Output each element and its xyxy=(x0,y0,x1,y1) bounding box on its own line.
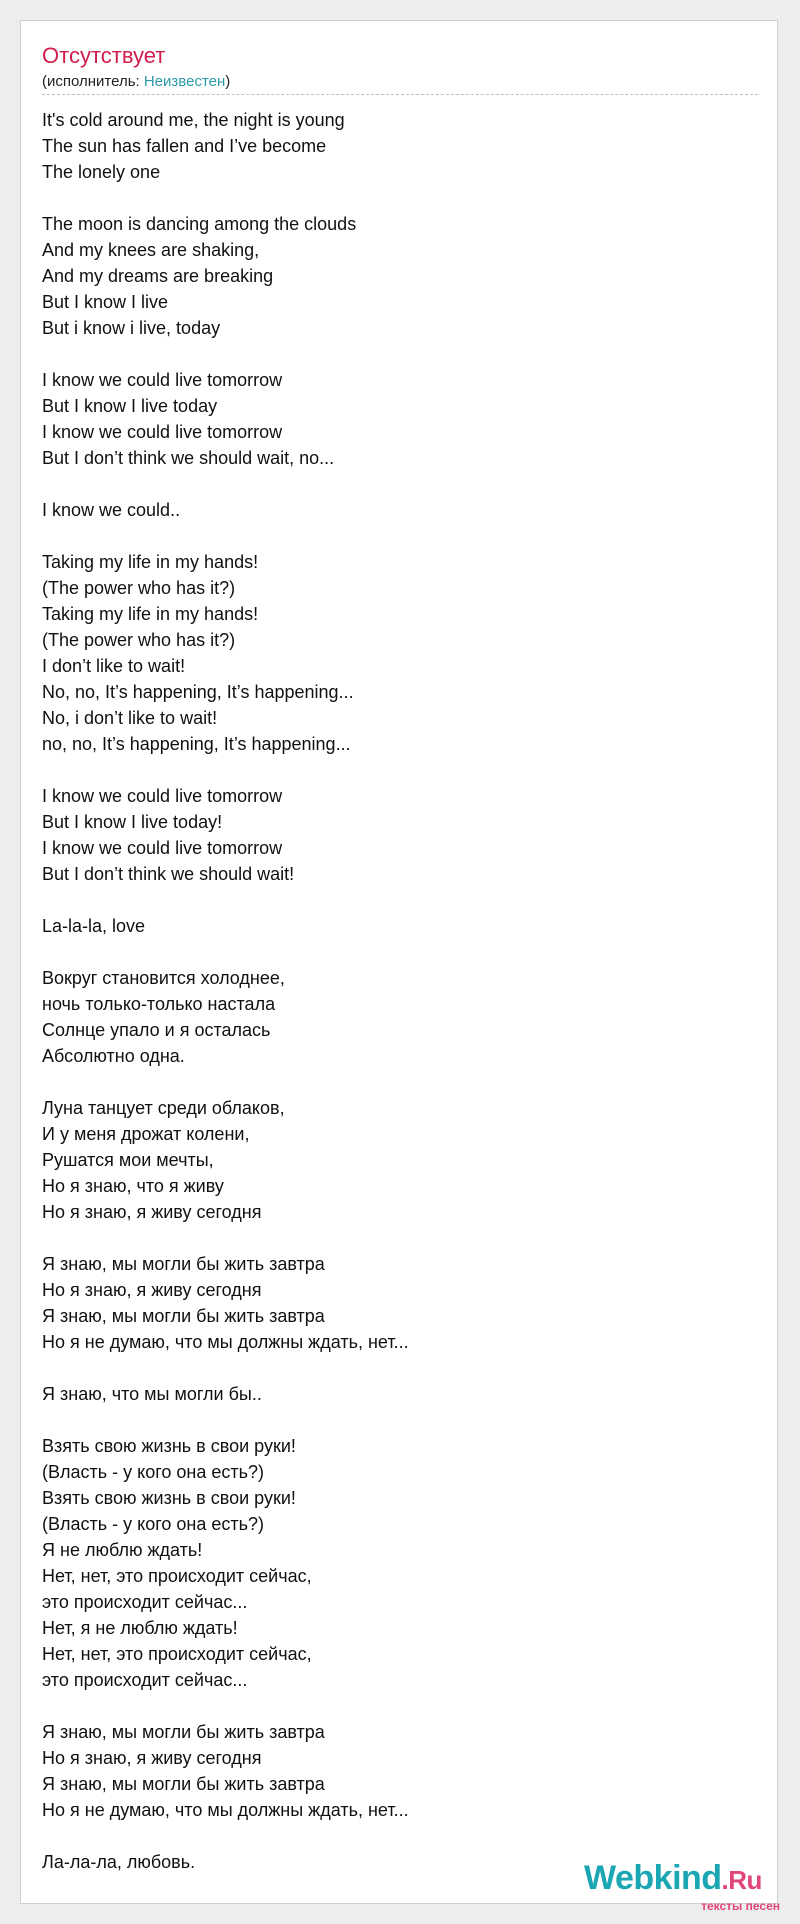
lyric-line: Нет, нет, это происходит сейчас, xyxy=(42,1566,312,1586)
lyric-line: Рушатся мои мечты, xyxy=(42,1150,214,1170)
lyric-line: И у меня дрожат колени, xyxy=(42,1124,250,1144)
lyric-line: (The power who has it?) xyxy=(42,578,236,598)
lyric-line: No, i don’t like to wait! xyxy=(42,708,218,728)
lyric-line: But I know I live xyxy=(42,292,169,312)
lyric-line: (Власть - у кого она есть?) xyxy=(42,1462,265,1482)
lyric-blank-line xyxy=(42,1693,409,1719)
lyric-blank-line xyxy=(42,185,409,211)
lyrics-text xyxy=(42,107,409,1875)
lyric-line: La-la-la, love xyxy=(42,916,146,936)
lyric-line: Я знаю, мы могли бы жить завтра xyxy=(42,1722,325,1742)
lyric-line: Луна танцует среди облаков, xyxy=(42,1098,285,1118)
lyric-line: I know we could live tomorrow xyxy=(42,422,283,442)
lyric-line: Нет, нет, это происходит сейчас, xyxy=(42,1644,312,1664)
lyric-line: It's cold around me, the night is young xyxy=(42,110,345,130)
lyric-line: Взять свою жизнь в свои руки! xyxy=(42,1488,296,1508)
artist-link[interactable]: Неизвестен xyxy=(143,73,226,90)
lyric-line: Taking my life in my hands! xyxy=(42,552,259,572)
lyric-line: Но я знаю, я живу сегодня xyxy=(42,1748,262,1768)
lyric-blank-line xyxy=(42,757,409,783)
lyric-blank-line xyxy=(42,523,409,549)
lyric-line: But i know i live, today xyxy=(42,318,221,338)
lyric-line: But I don’t think we should wait, no... xyxy=(42,448,335,468)
lyric-line: The sun has fallen and I’ve become xyxy=(42,136,327,156)
lyric-blank-line xyxy=(42,1225,409,1251)
song-title: Отсутствует xyxy=(42,43,166,68)
lyric-blank-line xyxy=(42,1823,409,1849)
lyric-line: The moon is dancing among the clouds xyxy=(42,214,357,234)
lyric-blank-line xyxy=(42,471,409,497)
lyric-blank-line xyxy=(42,1355,409,1381)
lyric-line: Taking my life in my hands! xyxy=(42,604,259,624)
lyric-line: And my knees are shaking, xyxy=(42,240,260,260)
lyric-line: Взять свою жизнь в свои руки! xyxy=(42,1436,296,1456)
lyric-line: But I know I live today xyxy=(42,396,218,416)
lyric-line: no, no, It’s happening, It’s happening... xyxy=(42,734,351,754)
lyric-line: Я знаю, мы могли бы жить завтра xyxy=(42,1306,325,1326)
lyric-line: I know we could live tomorrow xyxy=(42,786,283,806)
lyric-line: (Власть - у кого она есть?) xyxy=(42,1514,265,1534)
lyric-blank-line xyxy=(42,1069,409,1095)
lyric-line: Я знаю, мы могли бы жить завтра xyxy=(42,1774,325,1794)
lyric-line: I know we could.. xyxy=(42,500,181,520)
lyric-blank-line xyxy=(42,1407,409,1433)
lyrics-card xyxy=(20,20,780,1913)
title-divider xyxy=(42,94,758,95)
lyric-line: No, no, It’s happening, It’s happening... xyxy=(42,682,354,702)
logo-tagline: тексты песен xyxy=(701,1899,780,1913)
lyric-blank-line xyxy=(42,939,409,965)
artist-line xyxy=(42,73,230,91)
lyric-line: Я знаю, мы могли бы жить завтра xyxy=(42,1254,325,1274)
lyric-line: Но я не думаю, что мы должны ждать, нет... xyxy=(42,1332,409,1352)
lyric-line: Ла-ла-ла, любовь. xyxy=(42,1852,196,1872)
lyric-line: Солнце упало и я осталась xyxy=(42,1020,271,1040)
lyric-line: The lonely one xyxy=(42,162,161,182)
lyric-blank-line xyxy=(42,887,409,913)
lyric-line: (The power who has it?) xyxy=(42,630,236,650)
lyric-line: Нет, я не люблю ждать! xyxy=(42,1618,238,1638)
lyric-line: Абсолютно одна. xyxy=(42,1046,185,1066)
lyric-line: I know we could live tomorrow xyxy=(42,838,283,858)
lyric-line: Но я знаю, что я живу xyxy=(42,1176,224,1196)
logo-wordmark xyxy=(584,1859,762,1898)
lyric-line: Но я знаю, я живу сегодня xyxy=(42,1202,262,1222)
lyric-line: And my dreams are breaking xyxy=(42,266,274,286)
webkind-logo[interactable] xyxy=(584,1859,794,1915)
artist-suffix: ) xyxy=(225,73,231,90)
logo-name: Webkind xyxy=(584,1859,722,1897)
lyric-line: Но я знаю, я живу сегодня xyxy=(42,1280,262,1300)
lyric-line: But I know I live today! xyxy=(42,812,223,832)
logo-tld: .Ru xyxy=(721,1865,762,1895)
lyric-blank-line xyxy=(42,341,409,367)
lyric-line: But I don’t think we should wait! xyxy=(42,864,295,884)
lyric-line: это происходит сейчас... xyxy=(42,1592,248,1612)
lyric-line: ночь только-только настала xyxy=(42,994,276,1014)
lyric-line: I don’t like to wait! xyxy=(42,656,186,676)
lyric-line: I know we could live tomorrow xyxy=(42,370,283,390)
lyric-line: это происходит сейчас... xyxy=(42,1670,248,1690)
lyric-line: Но я не думаю, что мы должны ждать, нет... xyxy=(42,1800,409,1820)
lyric-line: Я не люблю ждать! xyxy=(42,1540,203,1560)
artist-prefix: (исполнитель: xyxy=(42,73,144,90)
lyric-line: Вокруг становится холоднее, xyxy=(42,968,285,988)
lyric-line: Я знаю, что мы могли бы.. xyxy=(42,1384,262,1404)
